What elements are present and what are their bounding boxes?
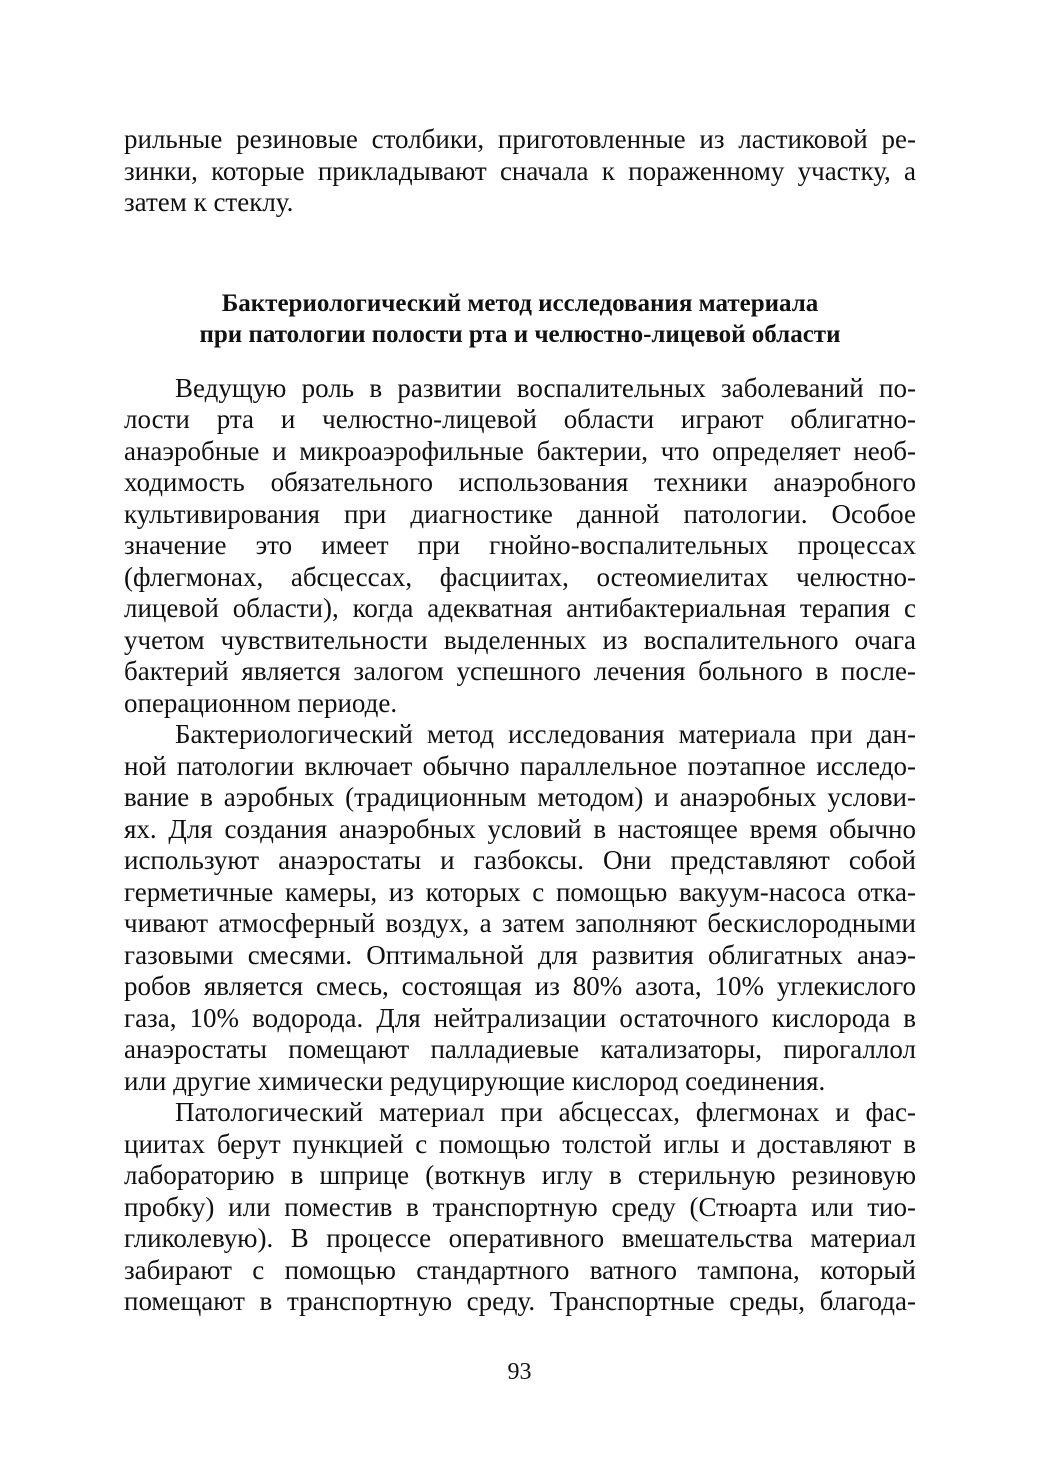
paragraph-2: [124, 719, 916, 1097]
heading-line: Бактериологический метод исследования материала: [221, 289, 819, 317]
paragraph-line: или другие химически редуцирующие кислород соединения.: [124, 1065, 826, 1096]
paragraph-line: ях. Для создания анаэробных условий в настоящее время обычно: [124, 813, 916, 844]
paragraph-line: лицевой области), когда адекватная антибактериальная терапия с: [124, 593, 916, 623]
intro-line: затем к стеклу.: [124, 187, 294, 217]
heading-line: при патологии полости рта и челюстно-лицевой области: [199, 321, 841, 348]
paragraph-line: герметичные камеры, из которых с помощью вакуум-насоса отка-: [124, 876, 916, 907]
paragraph-line: чивают атмосферный воздух, а затем заполняют бескислородными: [124, 908, 916, 938]
paragraph-line: (флегмонах, абсцессах, фасциитах, остеомиелитах челюстно-: [124, 561, 916, 592]
page-number: 93: [507, 1359, 532, 1385]
paragraph-line: ной патологии включает обычно параллельное поэтапное исследо-: [124, 750, 916, 781]
paragraph-line: культивирования при диагностике данной патологии. Особое: [124, 498, 916, 529]
paragraph-1: [124, 373, 916, 720]
intro-paragraph: [124, 124, 916, 219]
paragraph-line: лости рта и челюстно-лицевой области играют облигатно-: [124, 404, 916, 434]
paragraph-line: бактерий является залогом успешного лечения больного в после-: [124, 656, 916, 686]
paragraph-line: гликолевую). В процессе оперативного вмешательства материал: [124, 1223, 916, 1253]
paragraph-line: Бактериологический метод исследования материала при дан-: [175, 719, 916, 749]
paragraph-line: робов является смесь, состоящая из 80% азота, 10% углекислого: [124, 971, 916, 1001]
paragraph-line: анаэростаты помещают палладиевые катализаторы, пирогаллол: [124, 1034, 916, 1064]
paragraph-line: газа, 10% водорода. Для нейтрализации остаточного кислорода в: [124, 1002, 916, 1033]
paragraph-line: помещают в транспортную среду. Транспортные среды, благода-: [124, 1286, 916, 1316]
intro-line: зинки, которые прикладывают сначала к пораженному участку, а: [124, 155, 916, 186]
section-heading: [124, 288, 916, 351]
paragraph-line: используют анаэростаты и газбоксы. Они представляют собой: [124, 845, 916, 875]
paragraph-line: операционном периоде.: [124, 687, 398, 718]
page-body: [124, 124, 916, 1318]
paragraph-line: учетом чувствительности выделенных из воспалительного очага: [124, 624, 916, 655]
paragraph-line: значение это имеет при гнойно-воспалительных процессах: [124, 530, 916, 560]
paragraph-line: лабораторию в шприце (воткнув иглу в стерильную резиновую: [124, 1160, 916, 1190]
paragraph-line: пробку) или поместив в транспортную среду (Стюарта или тио-: [124, 1191, 916, 1222]
paragraph-3: [124, 1097, 916, 1318]
paragraph-line: Патологический материал при абсцессах, флегмонах и фас-: [175, 1097, 916, 1127]
paragraph-line: забирают с помощью стандартного ватного тампона, который: [124, 1254, 916, 1285]
paragraph-line: Ведущую роль в развитии воспалительных заболеваний по-: [175, 372, 916, 403]
paragraph-line: вание в аэробных (традиционным методом) и анаэробных услови-: [124, 782, 916, 812]
paragraph-line: анаэробные и микроаэрофильные бактерии, что определяет необ-: [124, 435, 916, 466]
paragraph-line: циитах берут пункцией с помощью толстой иглы и доставляют в: [124, 1128, 916, 1159]
paragraph-line: ходимость обязательного использования техники анаэробного: [124, 467, 916, 497]
intro-line: рильные резиновые столбики, приготовленные из ластиковой ре-: [124, 124, 916, 154]
paragraph-line: газовыми смесями. Оптимальной для развития облигатных анаэ-: [124, 939, 916, 970]
